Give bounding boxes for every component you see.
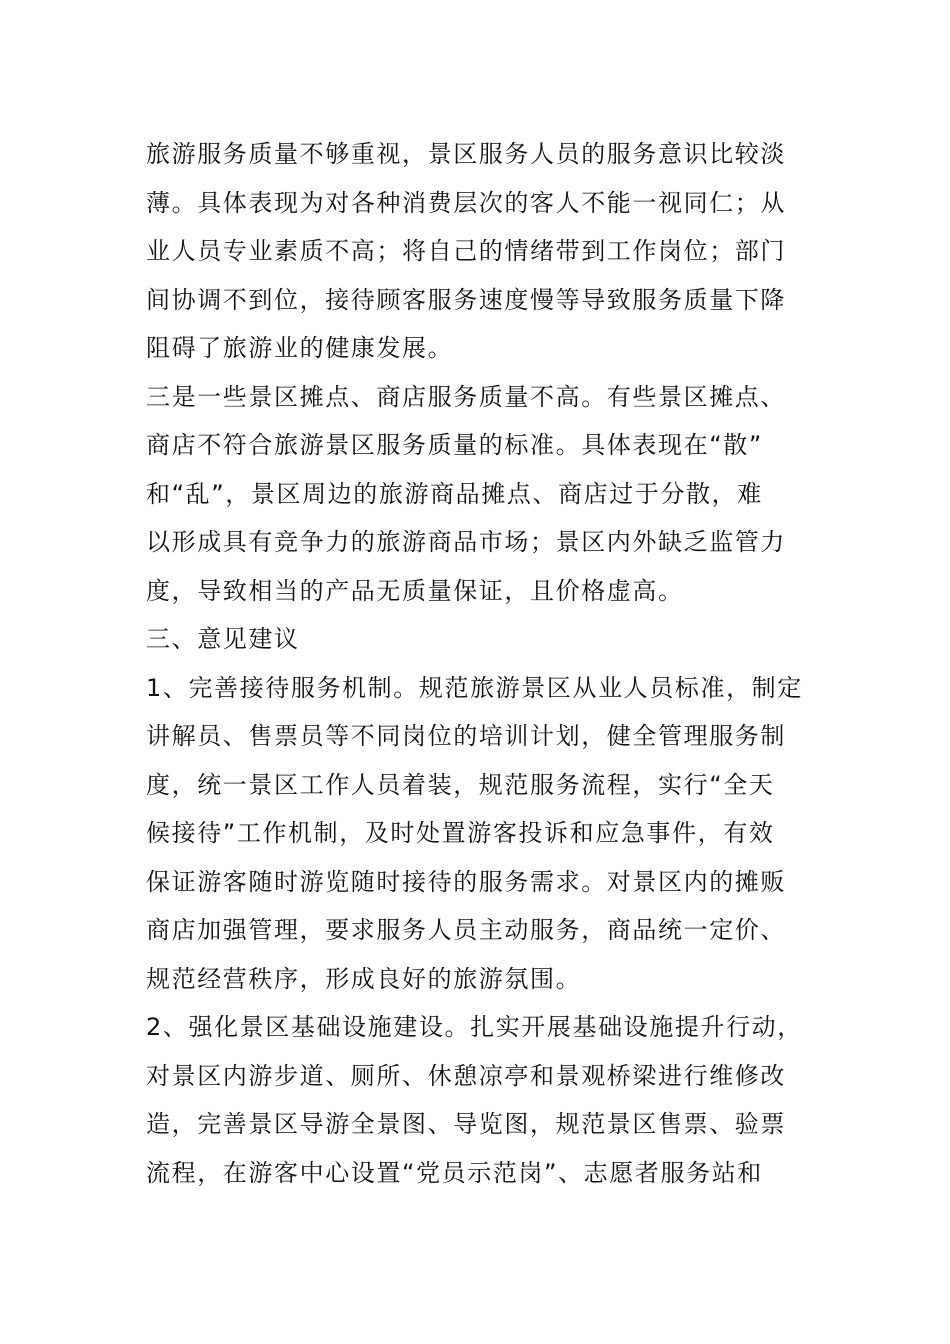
text-line: 度，导致相当的产品无质量保证，且价格虚高。 [146, 576, 684, 605]
text-line: 三是一些景区摊点、商店服务质量不高。有些景区摊点、 [146, 382, 786, 411]
text-line: 度，统一景区工作人员着装，规范服务流程，实行“全天 [146, 770, 775, 799]
text-line: 造，完善景区导游全景图、导览图，规范景区售票、验票 [146, 1110, 786, 1138]
text-line: 间协调不到位，接待顾客服务速度慢等导致服务质量下降 [146, 285, 786, 314]
text-line: 旅游服务质量不够重视，景区服务人员的服务意识比较淡 [146, 140, 786, 168]
text-line: 1、完善接待服务机制。规范旅游景区从业人员标准，制定 [146, 673, 803, 702]
text-line: 阻碍了旅游业的健康发展。 [146, 334, 454, 362]
section-heading: 三、意见建议 [146, 625, 300, 653]
text-line: 对景区内游步道、厕所、休憩凉亭和景观桥梁进行维修改 [146, 1061, 786, 1090]
text-line: 候接待”工作机制，及时处置游客投诉和应急事件，有效 [146, 819, 775, 847]
text-line: 薄。具体表现为对各种消费层次的客人不能一视同仁；从 [146, 188, 786, 217]
text-line: 讲解员、售票员等不同岗位的培训计划，健全管理服务制 [146, 722, 786, 750]
text-line: 保证游客随时游览随时接待的服务需求。对景区内的摊贩 [146, 867, 786, 896]
text-line: 商店加强管理，要求服务人员主动服务，商品统一定价、 [146, 916, 786, 944]
text-line: 规范经营秩序，形成良好的旅游氛围。 [146, 964, 582, 993]
text-line: 和“乱”，景区周边的旅游商品摊点、商店过于分散，难 [146, 479, 763, 508]
text-line: 业人员专业素质不高；将自己的情绪带到工作岗位；部门 [146, 237, 786, 265]
text-line: 2、强化景区基础设施建设。扎实开展基础设施提升行动， [146, 1013, 803, 1041]
document-body [146, 130, 806, 1197]
text-line: 以形成具有竞争力的旅游商品市场；景区内外缺乏监管力 [146, 528, 786, 556]
text-line: 流程，在游客中心设置“党员示范岗”、志愿者服务站和 [146, 1158, 763, 1187]
text-line: 商店不符合旅游景区服务质量的标准。具体表现在“散” [146, 431, 763, 459]
